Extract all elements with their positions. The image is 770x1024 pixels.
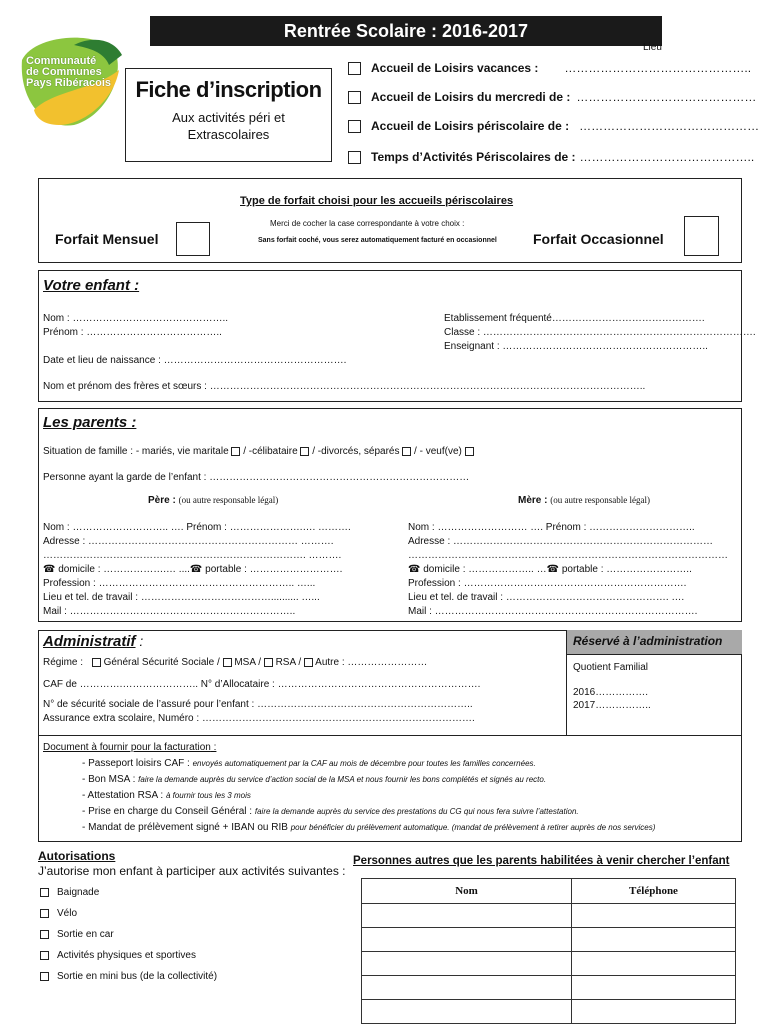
mere-label: Mère : [518, 495, 548, 506]
col-telephone-header: Téléphone [572, 879, 736, 904]
accueil-dots[interactable]: ……………………………………….. [564, 61, 752, 75]
regime-general-label: Général Sécurité Sociale / [103, 657, 220, 668]
regime-general-checkbox[interactable] [92, 658, 101, 667]
personnes-table [361, 878, 736, 1024]
caf-field[interactable]: CAF de ………….………………….. N° d’Allocataire : ……………………………………………………. [43, 679, 481, 690]
pere-mail-field[interactable]: Mail : ………………………………………………………….. [43, 606, 296, 617]
forfait-occasionnel-checkbox[interactable] [684, 216, 719, 256]
autorisation-minibus-checkbox[interactable] [40, 972, 49, 981]
lieu-label: Lieu [643, 42, 662, 53]
admin-title-colon: : [135, 633, 144, 649]
pere-note: (ou autre responsable légal) [178, 495, 279, 505]
telephone-cell[interactable] [572, 904, 736, 928]
doc-note: faire la demande auprès du service d’action social de la MSA et nous fournir les bons complétés et signés au recto. [138, 775, 547, 784]
accueil-vacances-checkbox[interactable] [348, 62, 361, 75]
secu-field[interactable]: N° de sécurité sociale de l’assuré pour l’enfant : ……………………………………………………….. [43, 699, 473, 710]
doc-label: - Prise en charge du Conseil Général : [82, 806, 253, 817]
situation-veuf-label: / - veuf(ve) [414, 446, 462, 457]
regime-autre-label[interactable]: Autre : …………………… [315, 657, 428, 668]
fiche-sub-line2: Extrascolaires [187, 127, 270, 142]
mere-adresse-field[interactable]: Adresse : …………………………………………………………………… [408, 536, 714, 547]
pere-adresse-field[interactable]: Adresse : ……………………………………………………… ………. [43, 536, 334, 547]
admin-title [43, 633, 143, 650]
logo-line-1: Communauté [26, 55, 97, 67]
situation-celibataire-checkbox[interactable] [300, 447, 309, 456]
documents-list [82, 756, 655, 836]
autorisation-minibus [40, 971, 217, 982]
table-row [362, 1000, 736, 1024]
telephone-cell[interactable] [572, 928, 736, 952]
forfait-title: Type de forfait choisi pour les accueils périscolaires [240, 195, 514, 207]
nom-cell[interactable] [362, 976, 572, 1000]
autorisation-label: Sortie en mini bus (de la collectivité) [57, 971, 218, 982]
autorisation-label: Activités physiques et sportives [57, 950, 196, 961]
autorisation-label: Sortie en car [57, 929, 114, 940]
admin-title-text: Administratif [43, 633, 136, 650]
situation-veuf-checkbox[interactable] [465, 447, 474, 456]
doc-note: pour bénéficier du prélèvement automatique. (mandat de prélèvement à retirer auprès de nos services) [290, 823, 656, 832]
fiche-title: Fiche d’inscription [135, 77, 322, 102]
situation-divorces-checkbox[interactable] [402, 447, 411, 456]
regime-msa-label: MSA / [234, 657, 261, 668]
telephone-cell[interactable] [572, 1000, 736, 1024]
fiche-sub-line1: Aux activités péri et [172, 110, 285, 125]
table-row [362, 928, 736, 952]
doc-label: - Passeport loisirs CAF : [82, 758, 190, 769]
quotient-2016[interactable]: 2016……………. [573, 687, 649, 698]
accueil-label: Accueil de Loisirs périscolaire de : [371, 119, 570, 133]
accueil-periscolaire-checkbox[interactable] [348, 120, 361, 133]
accueil-vacances-row [348, 61, 751, 75]
situation-row [43, 446, 474, 457]
doc-note: faire la demande auprès du service des prestations du CG qui nous fera suivre l’attestation. [254, 807, 579, 816]
enfant-prenom-field[interactable]: Prénom : ………………………………….. [43, 327, 222, 338]
autorisations-title: Autorisations [38, 849, 116, 863]
mere-profession-field[interactable]: Profession : …………………………………………………………. [408, 578, 687, 589]
accueil-periscolaire-row [348, 119, 759, 133]
pere-adresse2-field[interactable]: ……………………………………………………………………. ………. [43, 550, 342, 561]
autorisation-baignade [40, 887, 99, 898]
assurance-field[interactable]: Assurance extra scolaire, Numéro : ………………………………………………………………………. [43, 713, 475, 724]
autorisation-baignade-checkbox[interactable] [40, 888, 49, 897]
autorisation-sport [40, 950, 196, 961]
quotient-2017[interactable]: 2017…………….. [573, 700, 651, 711]
mere-note: (ou autre responsable légal) [550, 495, 650, 505]
doc-note: à fournir tous les 3 mois [165, 791, 251, 800]
regime-row [43, 657, 427, 668]
documents-title: Document à fournir pour la facturation : [43, 742, 217, 753]
doc-note: envoyés automatiquement par la CAF au mois de décembre pour toutes les familles concernées. [192, 759, 536, 768]
autorisation-label: Vélo [57, 908, 78, 919]
nom-cell[interactable] [362, 928, 572, 952]
accueil-mercredi-row [348, 90, 756, 104]
quotient-label: Quotient Familial [573, 662, 649, 673]
enfant-freres-field[interactable]: Nom et prénom des frères et sœurs : ………………………………………………………………………………………………………………….. [43, 381, 646, 392]
accueil-tap-row [348, 150, 754, 164]
accueil-dots[interactable]: …………………………………….. [579, 150, 755, 164]
reserved-admin-box [566, 630, 742, 736]
situation-divorces-label: / -divorcés, séparés [312, 446, 400, 457]
autorisation-velo [40, 908, 77, 919]
forfait-mensuel-label: Forfait Mensuel [55, 231, 159, 247]
accueil-tap-checkbox[interactable] [348, 151, 361, 164]
pere-profession-field[interactable]: Profession : ………………………………………………….. …... [43, 578, 316, 589]
col-nom-header: Nom [362, 879, 572, 904]
forfait-note-2: Sans forfait coché, vous serez automatiquement facturé en occasionnel [258, 237, 497, 244]
fiche-box [125, 68, 332, 162]
logo [14, 30, 124, 130]
pere-nom-field[interactable]: Nom : ……………………….. …. Prénom : ………………….…. ………. [43, 522, 351, 533]
enfant-enseignant-field[interactable]: Enseignant : …………………………………………………….. [444, 341, 708, 352]
mere-nom-field[interactable]: Nom : ……………………… …. Prénom : ………………………….. [408, 522, 695, 533]
table-row [362, 904, 736, 928]
nom-cell[interactable] [362, 1000, 572, 1024]
telephone-cell[interactable] [572, 952, 736, 976]
regime-autre-checkbox[interactable] [304, 658, 313, 667]
enfant-nom-field[interactable]: Nom : ……………………………………….. [43, 313, 229, 324]
enfant-classe-field[interactable]: Classe : ………………………………………………………………………. [444, 327, 756, 338]
doc-label: - Mandat de prélèvement signé + IBAN ou RIB [82, 822, 288, 833]
table-row [362, 976, 736, 1000]
nom-cell[interactable] [362, 952, 572, 976]
situation-maries-label: Situation de famille : - mariés, vie maritale [43, 446, 229, 457]
mere-adresse2-field[interactable]: …………………………………………………………………………………… [408, 550, 728, 561]
enfant-etablissement-field[interactable]: Etablissement fréquenté………………………………………. [444, 313, 705, 324]
pere-label: Père : [148, 495, 176, 506]
reserved-title: Réservé à l’administration [567, 630, 742, 655]
regime-msa-checkbox[interactable] [223, 658, 232, 667]
regime-rsa-label: RSA / [275, 657, 302, 668]
autorisation-car-checkbox[interactable] [40, 930, 49, 939]
fiche-subtitle [126, 109, 331, 143]
pere-telephone-field[interactable]: ☎ domicile : ……………….… ....☎ portable : ………………………. [43, 564, 343, 575]
mere-telephone-field[interactable]: ☎ domicile : ……………….. …☎ portable : …………………….. [408, 564, 692, 575]
mere-mail-field[interactable]: Mail : ……………………………………………………………………. [408, 606, 698, 617]
forfait-note-1: Merci de cocher la case correspondante à votre choix : [270, 219, 465, 228]
logo-line-3: Pays Ribéracois [26, 77, 111, 89]
autorisation-velo-checkbox[interactable] [40, 909, 49, 918]
situation-celibataire-label: / -célibataire [243, 446, 298, 457]
documents-title-text: Document à fournir pour la facturation [43, 742, 211, 753]
pere-heading [148, 495, 278, 506]
accueil-dots[interactable]: ……………………………………… [579, 119, 760, 133]
autorisation-car [40, 929, 114, 940]
telephone-cell[interactable] [572, 976, 736, 1000]
autorisation-label: Baignade [57, 887, 100, 898]
accueil-label: Temps d’Activités Périscolaires de : [371, 150, 576, 164]
doc-label: - Bon MSA : [82, 774, 136, 785]
accueil-label: Accueil de Loisirs vacances : [371, 61, 539, 75]
mere-heading [518, 495, 650, 506]
enfant-title: Votre enfant : [43, 277, 140, 294]
parents-title: Les parents : [43, 414, 137, 431]
regime-label: Régime : [43, 657, 84, 668]
enfant-naissance-field[interactable]: Date et lieu de naissance : ………………………………………………. [43, 355, 347, 366]
regime-rsa-checkbox[interactable] [264, 658, 273, 667]
table-row [362, 952, 736, 976]
forfait-occasionnel-label: Forfait Occasionnel [533, 231, 664, 247]
logo-line-2: de Communes [26, 66, 102, 78]
garde-field[interactable]: Personne ayant la garde de l’enfant : …………………………………………………………………… [43, 472, 470, 483]
page-title: Rentrée Scolaire : 2016-2017 [150, 16, 662, 46]
pere-travail-field[interactable]: Lieu et tel. de travail : ………………………………….......... …... [43, 592, 320, 603]
mere-travail-field[interactable]: Lieu et tel. de travail : …………………………………………. …. [408, 592, 685, 603]
pere-fields [43, 521, 351, 619]
personnes-title: Personnes autres que les parents habilitées à venir chercher l’enfant [353, 855, 730, 867]
situation-maries-checkbox[interactable] [231, 447, 240, 456]
doc-label: - Attestation RSA : [82, 790, 164, 801]
nom-cell[interactable] [362, 904, 572, 928]
autorisation-sport-checkbox[interactable] [40, 951, 49, 960]
forfait-mensuel-checkbox[interactable] [176, 222, 210, 256]
accueil-label: Accueil de Loisirs du mercredi de : [371, 90, 571, 104]
accueil-dots[interactable]: ……………………………………… [576, 90, 757, 104]
mere-fields [408, 521, 728, 619]
autorisations-intro: J’autorise mon enfant à participer aux activités suivantes : [38, 864, 346, 878]
accueil-mercredi-checkbox[interactable] [348, 91, 361, 104]
